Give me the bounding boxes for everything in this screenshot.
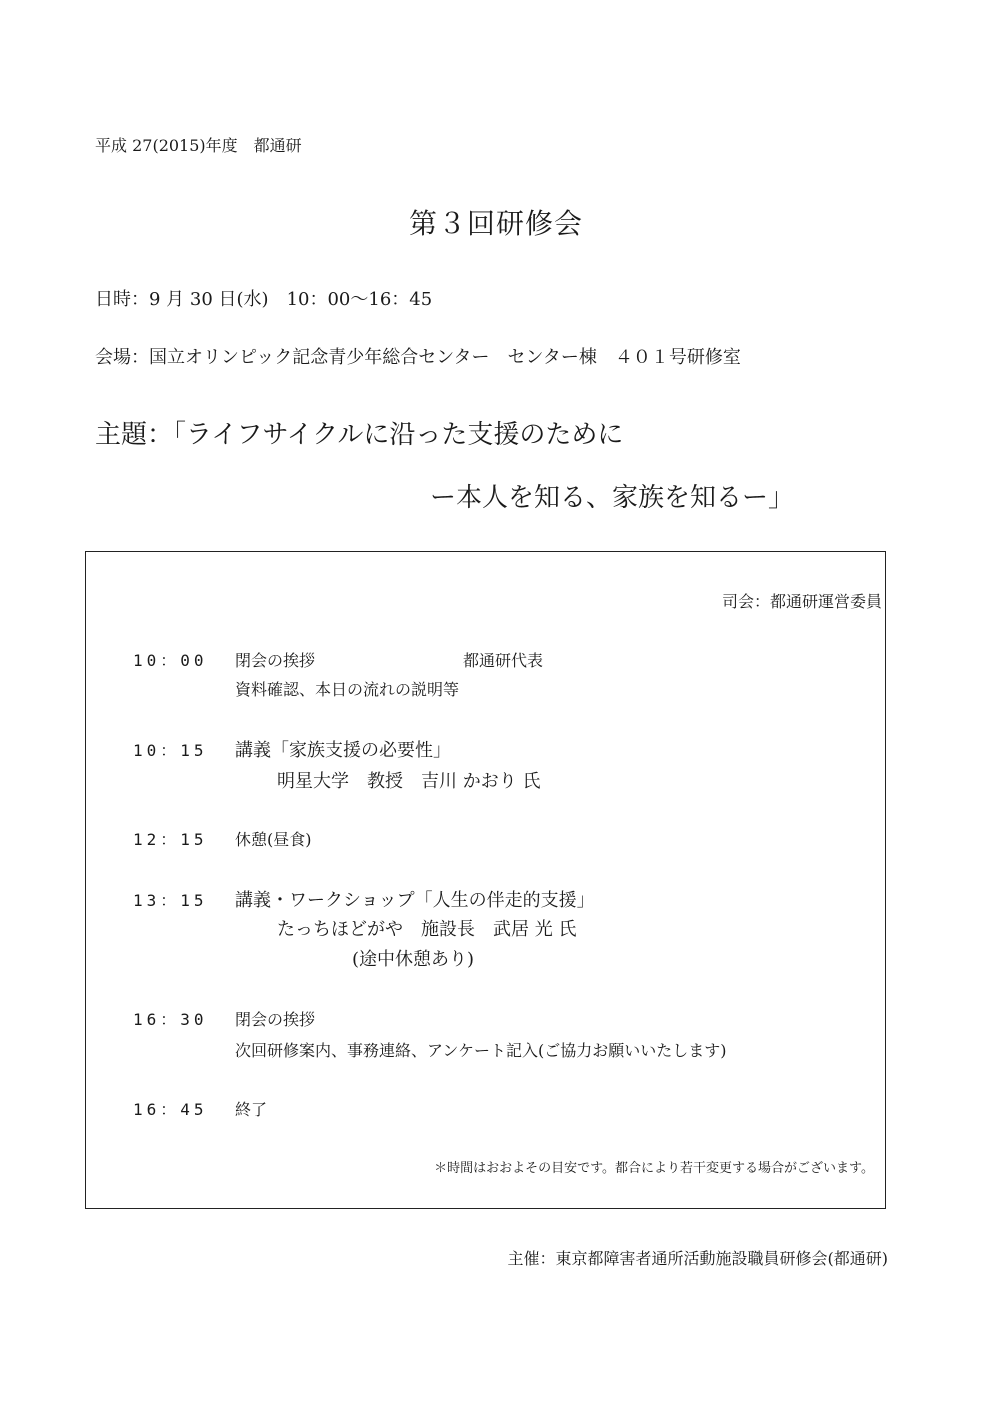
schedule-title: 終了: [235, 1100, 268, 1119]
schedule-time: 13：15: [133, 891, 208, 910]
schedule-time: 16：30: [133, 1010, 208, 1029]
schedule-title: 講義・ワークショップ「人生の伴走的支援」: [235, 890, 595, 911]
mc-label: 司会：都通研運営委員: [721, 592, 882, 611]
schedule-detail: たっちほどがや 施設長 武居 光 氏: [277, 919, 577, 940]
schedule-detail: 次回研修案内、事務連絡、アンケート記入(ご協力お願いいたします): [235, 1041, 727, 1060]
schedule-speaker: 都通研代表: [463, 651, 544, 670]
schedule-note: ＊時間はおおよその目安です。都合により若干変更する場合がございます。: [434, 1161, 874, 1176]
schedule-title: 休憩(昼食): [235, 830, 312, 849]
theme-line-1: 主題：「ライフサイクルに沿った支援のために: [95, 420, 624, 450]
schedule-time: 12：15: [133, 830, 208, 849]
event-venue: 会場：国立オリンピック記念青少年総合センター センター棟 ４０１号研修室: [95, 347, 741, 368]
schedule-time: 10：00: [133, 651, 208, 670]
schedule-time: 10：15: [133, 741, 208, 760]
schedule-title: 講義「家族支援の必要性」: [235, 740, 451, 761]
fiscal-year-label: 平成 27(2015)年度 都通研: [95, 136, 302, 155]
schedule-detail-note: (途中休憩あり): [352, 949, 475, 970]
page-title: 第３回研修会: [408, 207, 583, 240]
host-label: 主催：東京都障害者通所活動施設職員研修会(都通研): [507, 1249, 888, 1268]
schedule-detail: 資料確認、本日の流れの説明等: [235, 680, 460, 699]
event-datetime: 日時：9 月 30 日(水) 10：00〜16：45: [95, 289, 433, 310]
schedule-title: 閉会の挨拶: [235, 1010, 316, 1029]
theme-line-2: ー本人を知る、家族を知るー」: [430, 483, 795, 513]
schedule-title: 閉会の挨拶: [235, 651, 316, 670]
schedule-time: 16：45: [133, 1100, 208, 1119]
schedule-detail: 明星大学 教授 吉川 かおり 氏: [277, 771, 541, 792]
